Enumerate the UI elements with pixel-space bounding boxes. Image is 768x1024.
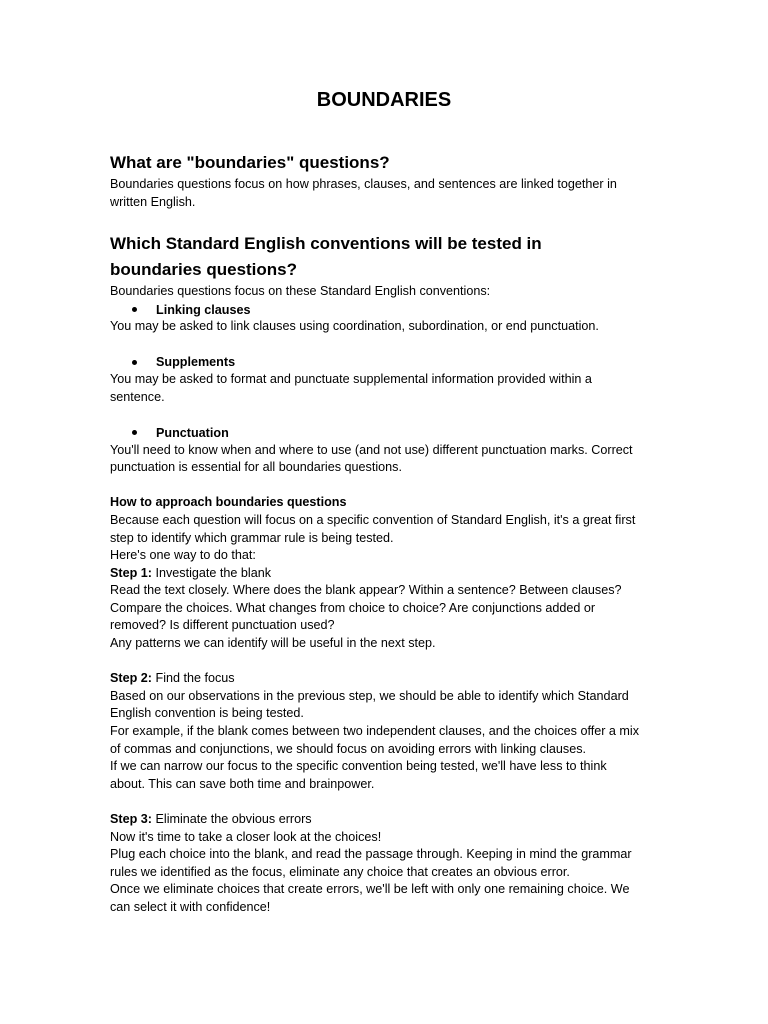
- spacer: [110, 406, 670, 424]
- list-item-label: Supplements: [156, 355, 236, 370]
- list-item-supplements: [110, 354, 670, 372]
- list-item-label: Linking clauses: [156, 302, 251, 317]
- section-approach: [110, 494, 670, 916]
- body-line: For example, if the blank comes between two independent clauses, and the choices offer a mix: [110, 724, 640, 739]
- document-content: [110, 86, 670, 917]
- step-3-header: [110, 811, 670, 829]
- list-item-punctuation: [110, 424, 670, 442]
- step-title: Investigate the blank: [152, 565, 272, 580]
- body-line: Based on our observations in the previous step, we should be able to identify which Standard: [110, 688, 629, 703]
- body-line: Boundaries questions focus on how phrases, clauses, and sentences are linked together in: [110, 177, 617, 191]
- body-line: Here's one way to do that:: [110, 548, 256, 563]
- bullet-icon: [132, 360, 137, 365]
- bullet-icon: [132, 307, 137, 312]
- bullet-icon: [132, 430, 137, 435]
- list-item-desc: You'll need to know when and where to use (and not use) different punctuation marks. Correct: [110, 442, 633, 457]
- list-item-desc: sentence.: [110, 389, 165, 404]
- body-line: Plug each choice into the blank, and read the passage through. Keeping in mind the grammar: [110, 847, 632, 862]
- body-line: removed? Is different punctuation used?: [110, 618, 335, 633]
- section-heading: What are "boundaries" questions?: [110, 153, 390, 172]
- spacer: [110, 793, 670, 811]
- body-line: Now it's time to take a closer look at the choices!: [110, 829, 382, 844]
- section-heading-line: Which Standard English conventions will be tested in: [110, 234, 542, 254]
- body-line: rules we identified as the focus, eliminate any choice that creates an obvious error.: [110, 864, 570, 879]
- spacer: [110, 477, 670, 495]
- section-what-are: [110, 150, 670, 211]
- body-line: of commas and conjunctions, we should focus on avoiding errors with linking clauses.: [110, 741, 587, 756]
- list-item-desc: You may be asked to format and punctuate supplemental information provided within a: [110, 372, 592, 387]
- body-line: about. This can save both time and brainpower.: [110, 776, 375, 791]
- step-1-header: [110, 565, 670, 583]
- list-item-label: Punctuation: [156, 425, 229, 440]
- list-item-desc: punctuation is essential for all boundaries questions.: [110, 460, 402, 475]
- body-line: Once we eliminate choices that create errors, we'll be left with only one remaining choice. We: [110, 882, 630, 897]
- step-label: Step 3:: [110, 812, 152, 826]
- spacer: [110, 653, 670, 671]
- document-title: BOUNDARIES: [316, 89, 452, 111]
- approach-heading: How to approach boundaries questions: [110, 495, 347, 510]
- body-line: Compare the choices. What changes from choice to choice? Are conjunctions added or: [110, 600, 596, 615]
- body-line: Because each question will focus on a specific convention of Standard English, it's a great first: [110, 512, 636, 527]
- body-line: can select it with confidence!: [110, 899, 271, 914]
- body-line: written English.: [110, 194, 196, 209]
- spacer: [110, 336, 670, 354]
- body-line: Any patterns we can identify will be useful in the next step.: [110, 636, 436, 651]
- step-label: Step 1:: [110, 565, 152, 580]
- step-2-header: [110, 670, 670, 688]
- section-heading-line: boundaries questions?: [110, 260, 298, 280]
- step-title: Find the focus: [152, 671, 235, 686]
- body-line: step to identify which grammar rule is being tested.: [110, 530, 394, 545]
- step-label: Step 2:: [110, 671, 152, 686]
- list-item-linking-clauses: [110, 301, 670, 319]
- body-line: If we can narrow our focus to the specific convention being tested, we'll have less to think: [110, 759, 607, 774]
- section-conventions: [110, 231, 670, 494]
- step-title: Eliminate the obvious errors: [152, 812, 312, 826]
- list-item-desc: You may be asked to link clauses using coordination, subordination, or end punctuation.: [110, 319, 599, 334]
- body-line: Read the text closely. Where does the blank appear? Within a sentence? Between clauses?: [110, 583, 622, 598]
- section-intro: Boundaries questions focus on these Standard English conventions:: [110, 284, 491, 299]
- body-line: English convention is being tested.: [110, 706, 304, 721]
